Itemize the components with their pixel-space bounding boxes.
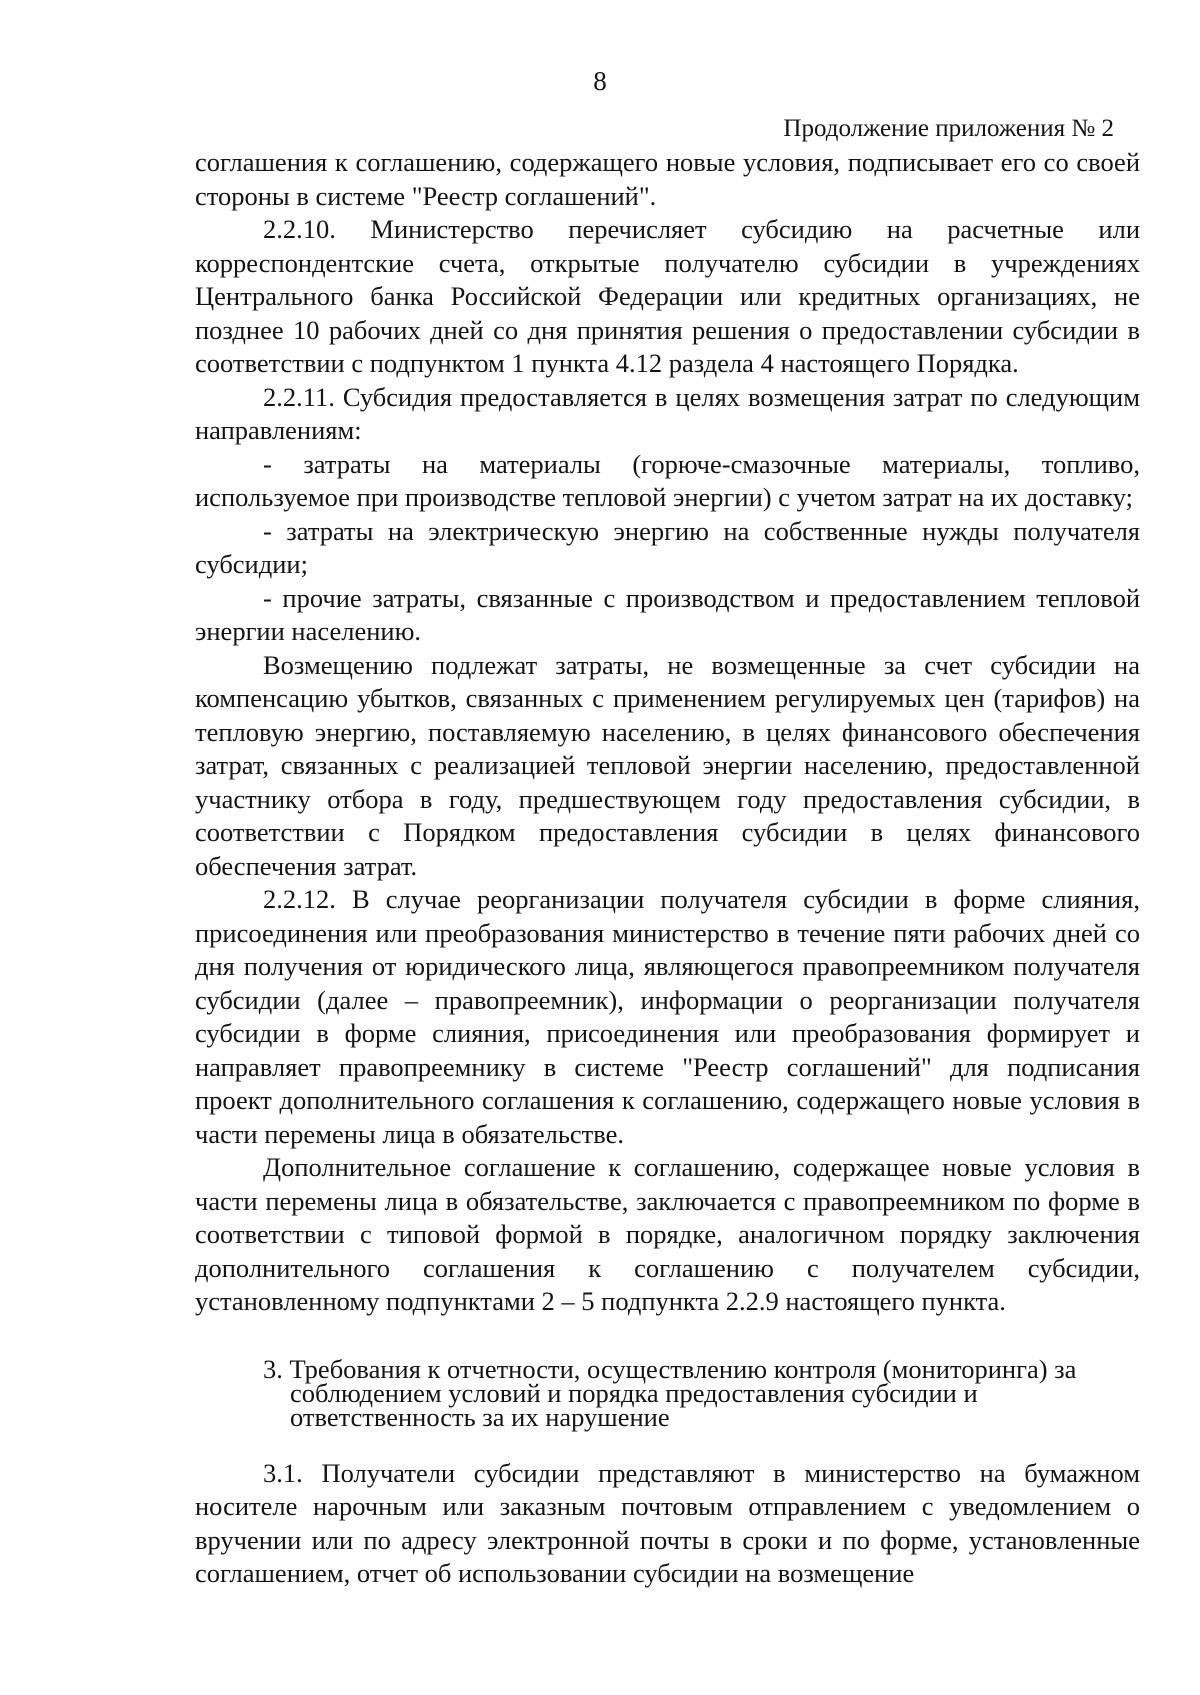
section-number: 3. <box>263 1353 283 1384</box>
list-item-electricity: - затраты на электрическую энергию на собственные нужды получателя субсидии; <box>195 515 1140 579</box>
paragraph-2-2-12: 2.2.12. В случае реорганизации получателя субсидии в форме слияния, присоединения или преобразования министерство в течение пяти рабочих дней со дня получения от юридического лица, являющегося правопреемником получателя субсидии (далее – правопреемник), информации о реорганизации получателя субсидии в форме слияния, присоединения или преобразования формирует и направляет правопреемнику в системе "Реестр соглашений" для подписания проект дополнительного соглашения к соглашению, содержащего новые условия в части перемены лица в обязательстве. <box>195 884 1140 1149</box>
list-item-other-costs: - прочие затраты, связанные с производством и предоставлением тепловой энергии населению. <box>195 582 1140 646</box>
paragraph-3-1: 3.1. Получатели субсидии представляют в министерство на бумажном носителе нарочным или заказным почтовым отправлением с уведомлением о вручении или по адресу электронной почты в сроки и по форме, установленные соглашением, отчет об использовании субсидии на возмещение <box>195 1457 1140 1588</box>
paragraph-additional-agreement: Дополнительное соглашение к соглашению, содержащее новые условия в части перемены лица в обязательстве, заключается с правопреемником по форме в соответствии с типовой формой в порядке, аналогичном порядку заключения дополнительного соглашения к соглашению с получателем субсидии, установленному подпунктами 2 – 5 подпункта 2.2.9 настоящего пункта. <box>195 1152 1140 1316</box>
page-number: 8 <box>593 66 607 96</box>
section-title-line-2: соблюдением условий и порядка предоставления субсидии и <box>290 1377 978 1408</box>
paragraph-2-2-11: 2.2.11. Субсидия предоставляется в целях возмещения затрат по следующим направлениям: <box>195 381 1140 445</box>
paragraph-continued: соглашения к соглашению, содержащего новые условия, подписывает его со своей стороны в системе "Реестр соглашений". <box>195 147 1140 211</box>
section-3-heading <box>195 1353 1140 1432</box>
section-title-line-1: Требования к отчетности, осуществлению контроля (мониторинга) за <box>289 1353 1077 1384</box>
list-item-materials: - затраты на материалы (горюче-смазочные материалы, топливо, используемое при производстве тепловой энергии) с учетом затрат на их доставку; <box>195 448 1140 512</box>
appendix-continuation-label: Продолжение приложения № 2 <box>783 115 1114 142</box>
section-title-line-3: ответственность за их нарушение <box>290 1401 670 1432</box>
paragraph-compensation: Возмещению подлежат затраты, не возмещенные за счет субсидии на компенсацию убытков, связанных с применением регулируемых цен (тарифов) на тепловую энергию, поставляемую населению, в целях финансового обеспечения затрат, связанных с реализацией тепловой энергии населению, предоставленной участнику отбора в году, предшествующем году предоставления субсидии, в соответствии с Порядком предоставления субсидии в целях финансового обеспечения затрат. <box>195 649 1140 881</box>
paragraph-2-2-10: 2.2.10. Министерство перечисляет субсидию на расчетные или корреспондентские счета, открытые получателю субсидии в учреждениях Центрального банка Российской Федерации или кредитных организациях, не позднее 10 рабочих дней со дня принятия решения о предоставлении субсидии в соответствии с подпунктом 1 пункта 4.12 раздела 4 настоящего Порядка. <box>195 214 1140 378</box>
document-body <box>195 146 1140 1591</box>
